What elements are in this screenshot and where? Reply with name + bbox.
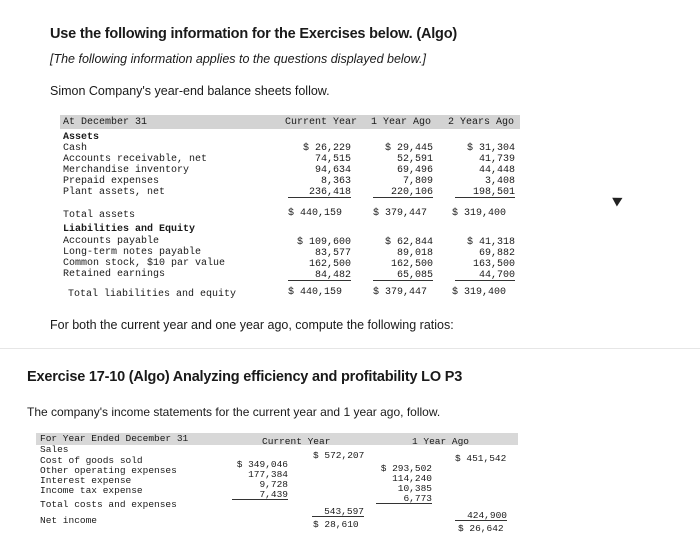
value-cell: 220,106 xyxy=(373,187,433,198)
bs-header-label: At December 31 xyxy=(63,117,148,128)
value-cell: 3,408 xyxy=(484,176,515,187)
sales-label: Sales xyxy=(40,444,69,455)
value-cell: 543,597 xyxy=(312,507,364,517)
applies-note: [The following information applies to the questions displayed below.] xyxy=(50,52,426,66)
value-cell: 424,900 xyxy=(455,511,507,521)
value-cell: 52,591 xyxy=(396,154,433,165)
value-cell: $ 31,304 xyxy=(466,143,515,154)
assets-label: Assets xyxy=(63,132,100,143)
value-cell: 6,773 xyxy=(376,494,432,504)
expense-row-label: Other operating expenses xyxy=(40,465,177,476)
liab-current-column xyxy=(288,237,351,281)
value-cell: 41,739 xyxy=(478,154,515,165)
net-income-label: Net income xyxy=(40,515,98,526)
section-divider xyxy=(0,348,700,349)
bs-col-2yr: 2 Years Ago xyxy=(448,117,515,128)
liab-row-label: Accounts payable xyxy=(63,236,160,247)
value-cell: 9,728 xyxy=(259,479,288,490)
bs-col-1yr: 1 Year Ago xyxy=(371,117,432,128)
value-cell: 163,500 xyxy=(472,259,515,270)
ratios-question: For both the current year and one year ago, compute the following ratios: xyxy=(50,318,454,332)
exercise-title: Exercise 17-10 (Algo) Analyzing efficiency and profitability LO P3 xyxy=(27,369,463,385)
total-costs-1yr xyxy=(455,511,507,521)
liab-row-label: Long-term notes payable xyxy=(63,247,202,258)
asset-row-label: Accounts receivable, net xyxy=(63,154,208,165)
expenses-current-column xyxy=(232,460,288,500)
balance-sheet-intro: Simon Company's year-end balance sheets follow. xyxy=(50,84,330,98)
exercise-set-heading: Use the following information for the Exercises below. (Algo) xyxy=(50,26,457,42)
sales-current: $ 572,207 xyxy=(313,450,365,461)
total-assets-1yr: $ 379,447 xyxy=(373,208,428,219)
asset-row-label: Cash xyxy=(63,143,88,154)
value-cell: 83,577 xyxy=(314,248,351,259)
value-cell: 114,240 xyxy=(392,473,432,484)
value-cell: $ 62,844 xyxy=(384,237,433,248)
expense-row-label: Interest expense xyxy=(40,475,132,486)
value-cell: $ 29,445 xyxy=(384,143,433,154)
assets-current-column xyxy=(288,143,351,198)
sales-1yr: $ 451,542 xyxy=(455,453,507,464)
value-cell: 177,384 xyxy=(248,469,288,480)
value-cell: 162,500 xyxy=(308,259,351,270)
value-cell: 162,500 xyxy=(390,259,433,270)
liab-row-label: Common stock, $10 par value xyxy=(63,258,226,269)
total-liab-current: $ 440,159 xyxy=(288,287,343,298)
assets-1yr-column xyxy=(373,143,433,198)
bs-col-current: Current Year xyxy=(285,117,358,128)
value-cell: 44,700 xyxy=(455,270,515,281)
asset-row-label: Plant assets, net xyxy=(63,187,166,198)
asset-row-label: Merchandise inventory xyxy=(63,165,190,176)
is-header-label: For Year Ended December 31 xyxy=(40,433,189,444)
expenses-1yr-column xyxy=(376,464,432,504)
net-income-current: $ 28,610 xyxy=(313,519,359,530)
value-cell: 69,496 xyxy=(396,165,433,176)
is-col-1yr: 1 Year Ago xyxy=(412,436,470,447)
value-cell: 7,439 xyxy=(232,490,288,500)
total-assets-label: Total assets xyxy=(63,210,136,221)
value-cell: $ 41,318 xyxy=(466,237,515,248)
total-assets-current: $ 440,159 xyxy=(288,208,343,219)
expense-row-label: Income tax expense xyxy=(40,485,143,496)
value-cell: 74,515 xyxy=(314,154,351,165)
is-col-current: Current Year xyxy=(262,436,331,447)
value-cell: 65,085 xyxy=(373,270,433,281)
value-cell: $ 26,229 xyxy=(302,143,351,154)
value-cell: 8,363 xyxy=(320,176,351,187)
total-costs-current xyxy=(312,507,364,517)
assets-2yr-column xyxy=(455,143,515,198)
value-cell: 10,385 xyxy=(397,483,432,494)
value-cell: $ 109,600 xyxy=(296,237,351,248)
value-cell: 89,018 xyxy=(396,248,433,259)
total-liab-equity-label: Total liabilities and equity xyxy=(68,289,237,300)
value-cell: 236,418 xyxy=(288,187,351,198)
value-cell: $ 293,502 xyxy=(380,463,432,474)
value-cell: 198,501 xyxy=(455,187,515,198)
liab-2yr-column xyxy=(455,237,515,281)
net-income-1yr: $ 26,642 xyxy=(458,523,504,534)
total-costs-label: Total costs and expenses xyxy=(40,499,177,510)
value-cell: 7,809 xyxy=(402,176,433,187)
liab-row-label: Retained earnings xyxy=(63,269,166,280)
expense-row-label: Cost of goods sold xyxy=(40,455,143,466)
liab-1yr-column xyxy=(373,237,433,281)
total-liab-2yr: $ 319,400 xyxy=(452,287,507,298)
exercise-intro: The company's income statements for the current year and 1 year ago, follow. xyxy=(27,405,441,419)
value-cell: 94,634 xyxy=(314,165,351,176)
cursor-arrow-icon xyxy=(612,193,625,206)
liabilities-equity-label: Liabilities and Equity xyxy=(63,224,196,235)
value-cell: $ 349,046 xyxy=(236,459,288,470)
value-cell: 84,482 xyxy=(288,270,351,281)
value-cell: 44,448 xyxy=(478,165,515,176)
value-cell: 69,882 xyxy=(478,248,515,259)
total-liab-1yr: $ 379,447 xyxy=(373,287,428,298)
total-assets-2yr: $ 319,400 xyxy=(452,208,507,219)
asset-row-label: Prepaid expenses xyxy=(63,176,160,187)
